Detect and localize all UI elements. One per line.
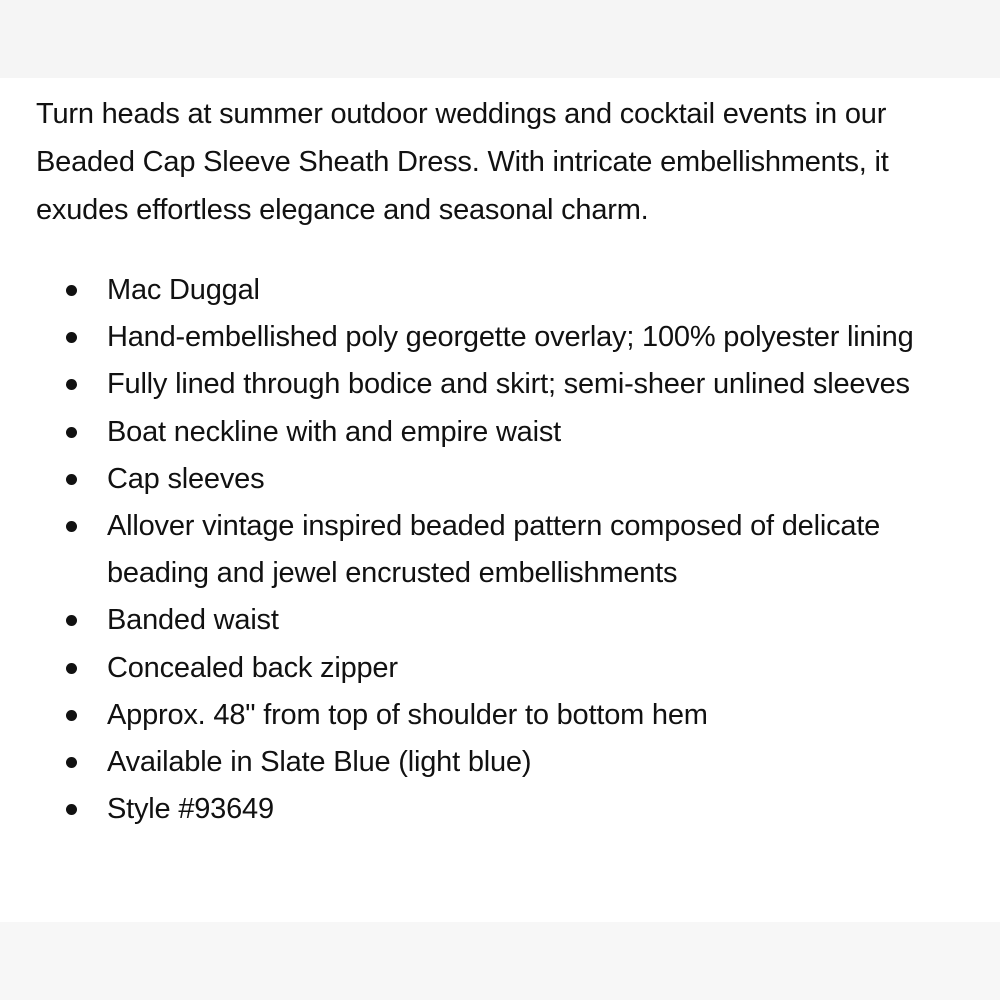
feature-text: Banded waist (107, 604, 279, 637)
list-item (0, 739, 1000, 786)
list-item (0, 456, 1000, 503)
feature-text: Concealed back zipper (107, 651, 398, 684)
list-item (0, 645, 1000, 692)
feature-text: Hand-embellished poly georgette overlay; 100% polyester lining (107, 321, 914, 354)
list-item (0, 503, 1000, 597)
feature-text: Approx. 48" from top of shoulder to bottom hem (107, 698, 708, 731)
product-description (0, 78, 1000, 922)
bullet-icon (66, 379, 77, 390)
list-item (0, 786, 1000, 833)
list-item (0, 314, 1000, 361)
feature-text: Fully lined through bodice and skirt; semi-sheer unlined sleeves (107, 368, 910, 401)
list-item (0, 409, 1000, 456)
feature-text: Cap sleeves (107, 462, 265, 495)
top-margin (0, 0, 1000, 78)
feature-text: Style #93649 (107, 793, 274, 826)
list-item (0, 597, 1000, 644)
feature-text: Allover vintage inspired beaded pattern composed of delicate beading and jewel encrusted embellishments (107, 510, 881, 590)
bullet-icon (66, 474, 77, 485)
bullet-icon (66, 804, 77, 815)
list-item (0, 361, 1000, 408)
bullet-icon (66, 710, 77, 721)
bullet-icon (66, 757, 77, 768)
list-item (0, 267, 1000, 314)
feature-text: Mac Duggal (107, 274, 260, 306)
description-intro: Turn heads at summer outdoor weddings and cocktail events in our Beaded Cap Sleeve Sheath Dress. With intricate embellishments, it exudes effortless elegance and seasonal charm. (36, 98, 889, 226)
bullet-icon (66, 663, 77, 674)
bullet-icon (66, 615, 77, 626)
bullet-icon (66, 332, 77, 343)
bottom-margin (0, 922, 1000, 1000)
list-item (0, 692, 1000, 739)
bullet-icon (66, 427, 77, 438)
feature-text: Available in Slate Blue (light blue) (107, 746, 532, 779)
feature-text: Boat neckline with and empire waist (107, 415, 562, 448)
feature-list (0, 267, 1000, 833)
bullet-icon (66, 521, 77, 532)
bullet-icon (66, 285, 77, 296)
